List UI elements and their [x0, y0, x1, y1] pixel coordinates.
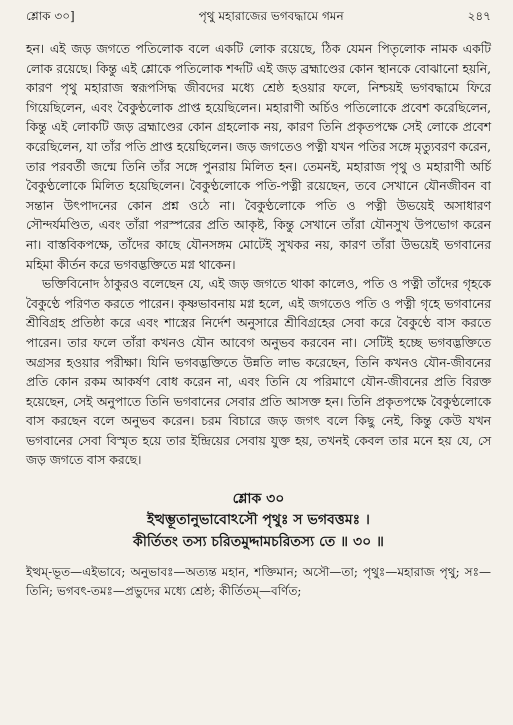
purport-paragraph-2: ভক্তিবিনোদ ঠাকুরও বলেছেন যে, এই জড় জগতে থাকা কালেও, পতি ও পত্নী তাঁদের গৃহকে বৈকুণ্ঠে পরিণত করতে পারেন। কৃষ্ণভাবনায় মগ্ন হলে, এই জগতেও পতি ও পত্নী গৃহে ভগবানের শ্রীবিগ্রহ প্রতিষ্ঠা করে এবং শাস্ত্রের নির্দেশ অনুসারে শ্রীবিগ্রহের সেবা করে বৈকুণ্ঠে বাস করতে পারেন। তার ফলে তাঁরা কখনও যৌন আবেগ অনুভব করবেন না। সেটিই হচ্ছে ভগবদ্ভক্তিতে অগ্রসর হওয়ার পরীক্ষা। যিনি ভগবদ্ভক্তিতে উন্নতি লাভ করেছেন, তিনি কখনও যৌন-জীবনের প্রতি কোন রকম আকর্ষণ বোধ করেন না, এবং তিনি যে পরিমাণে যৌন-জীবনের প্রতি বিরক্ত হয়েছেন, সেই অনুপাতে তিনি ভগবানের সেবার প্রতি আসক্ত হন। তিনি প্রকৃতপক্ষে বৈকুণ্ঠলোকে বাস করছেন বলে অনুভব করেন। চরম বিচারে জড় জগৎ বলে কিছু নেই, কিন্তু কেউ যখন ভগবানের সেবা বিস্মৃত হয়ে তার ইন্দ্রিয়ের সেবায় যুক্ত হয়, তখনই কেবল তার মনে হয় যে, সে জড় জগতে বাস করছে। [26, 277, 491, 468]
page-number: ২৪৭ [467, 9, 491, 23]
running-header [26, 8, 491, 26]
verse-reference: শ্লোক ৩০] [26, 9, 75, 23]
synonyms-text: ইত্থম্-ভূত—এইভাবে; অনুভাবঃ—অত্যন্ত মহান, শক্তিমান; অসৌ—তা; পৃথুঃ—মহারাজ পৃথু; সঃ—তিনি; ভগবৎ-তমঃ—প্রভুদের মধ্যে শ্রেষ্ঠ; কীর্তিতম্—বর্ণিত; [26, 565, 491, 599]
verse-line-2: কীর্তিতং তস্য চরিতমুদ্দামচরিতস্য তে ॥ ৩০ ॥ [133, 534, 384, 551]
chapter-title: পৃথু মহারাজের ভগবদ্ধামে গমন [198, 9, 344, 23]
verse-line-1: ইত্থম্ভূতানুভাবোঽসৌ পৃথুঃ স ভগবত্তমঃ । [147, 512, 370, 529]
purport-paragraph-1: হন। এই জড় জগতে পতিলোক বলে একটি লোক রয়েছে, ঠিক যেমন পিতৃলোক নামক একটি লোক রয়েছে। কিন্তু এই শ্লোকে পতিলোক শব্দটি এই জড় ব্রহ্মাণ্ডের কোন স্থানকে বোঝানো হয়নি, কারণ পৃথু মহারাজ স্বরূপসিদ্ধ জীবদের মধ্যে শ্রেষ্ঠ হওয়ার ফলে, নিশ্চয়ই ভগবদ্ধামে ফিরে গিয়েছিলেন, এবং বৈকুণ্ঠলোক প্রাপ্ত হয়েছিলেন। মহারাণী অর্চিও পতিলোকে প্রবেশ করেছিলেন, কিন্তু এই লোকটি জড় ব্রহ্মাণ্ডের কোন গ্রহলোক নয়, কারণ তিনি প্রকৃতপক্ষে সেই লোকে প্রবেশ করেছিলেন, যা তাঁর পতি প্রাপ্ত হয়েছিলেন। জড় জগতেও পত্নী যখন পতির সঙ্গে মৃত্যুবরণ করেন, তার পরবর্তী জন্মে তিনি তাঁর সঙ্গে পুনরায় মিলিত হন। তেমনই, মহারাজ পৃথু ও মহারাণী অর্চি বৈকুণ্ঠলোকে মিলিত হয়েছিলেন। বৈকুণ্ঠলোকে পতি-পত্নী রয়েছেন, তবে সেখানে যৌনজীবন বা সন্তান উৎপাদনের কোন প্রশ্ন ওঠে না। বৈকুণ্ঠলোকে পতি ও পত্নী উভয়েই অসাধারণ সৌন্দর্যমণ্ডিত, এবং তাঁরা পরস্পরের প্রতি আকৃষ্ট, কিন্তু সেখানে তাঁরা যৌনসুখ উপভোগ করেন না। বাস্তবিকপক্ষে, তাঁদের কাছে যৌনসঙ্গম মোটেই সুখকর নয়, কারণ তাঁরা উভয়েই ভগবানের মহিমা কীর্তন করে ভগবদ্ভক্তিতে মগ্ন থাকেন। [26, 42, 491, 272]
verse-heading: শ্লোক ৩০ [232, 491, 285, 508]
